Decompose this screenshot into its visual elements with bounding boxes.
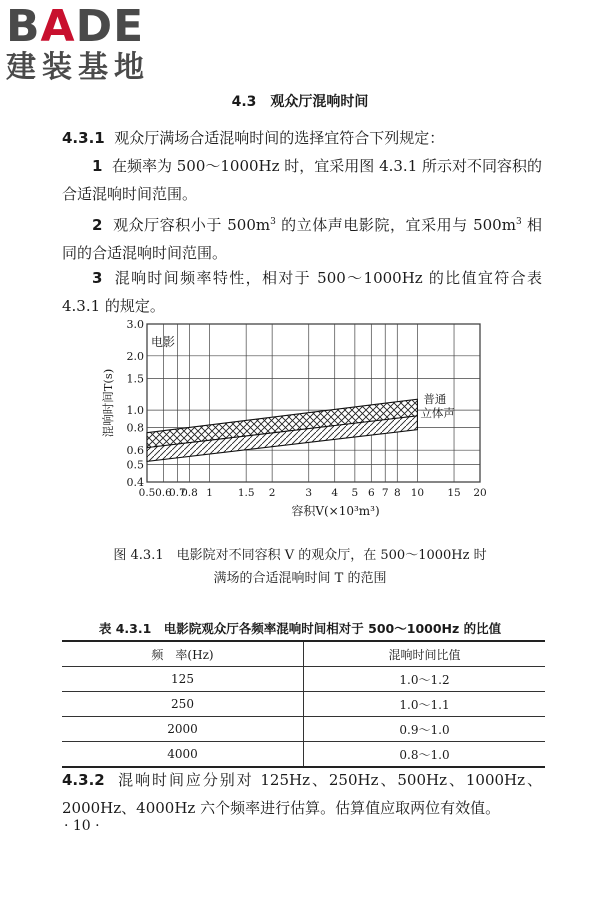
series-label-ordinary: 普通 — [423, 392, 447, 407]
logo-subtitle: 建装基地 — [6, 50, 150, 85]
x-tick-label: 0.8 — [181, 487, 198, 499]
section-title: 4.3 观众厅混响时间 — [231, 94, 369, 110]
clause-number: 4.3.2 — [62, 771, 105, 789]
ratio-table — [62, 640, 545, 768]
table-row: 2000 0.9～1.0 — [62, 717, 545, 742]
x-tick-label: 0.6 — [155, 487, 172, 499]
y-axis-title: 混响时间T(s) — [101, 368, 115, 438]
y-tick-label: 1.5 — [126, 372, 144, 386]
x-tick-label: 0.5 — [138, 487, 156, 499]
x-tick-label: 1 — [206, 487, 213, 499]
x-tick-label: 8 — [393, 487, 401, 499]
x-tick-label: 3 — [305, 487, 313, 499]
page-number: · 10 · — [64, 818, 100, 834]
clause-item-1: 1 在频率为 500～1000Hz 时，宜采用图 4.3.1 所示对不同容积的合适混响时间范围。 — [62, 157, 543, 203]
series-label-stereo: 立体声 — [420, 405, 455, 420]
x-tick-label: 7 — [381, 487, 389, 499]
x-tick-label: 5 — [351, 487, 359, 499]
clause-4-3-2 — [62, 766, 542, 822]
y-tick-label: 0.8 — [126, 421, 144, 435]
clause-number: 4.3.1 — [62, 129, 105, 147]
x-tick-label: 15 — [447, 487, 461, 499]
y-tick-label: 0.5 — [126, 458, 144, 472]
y-tick-label: 2.0 — [126, 349, 144, 363]
x-tick-label: 20 — [473, 487, 487, 499]
clause-item-3: 3 混响时间频率特性，相对于 500～1000Hz 的比值宜符合表 4.3.1 的规定。 — [62, 269, 542, 315]
y-tick-label: 1.0 — [126, 404, 144, 418]
x-axis-title: 容积V(×10³m³) — [291, 504, 380, 518]
x-tick-label: 6 — [367, 487, 375, 499]
clause-4-3-1 — [62, 124, 542, 152]
x-tick-label: 0.7 — [169, 487, 186, 499]
y-tick-label: 0.6 — [126, 444, 144, 458]
brand-logo — [6, 1, 186, 86]
figure-caption-line-1: 图 4.3.1 电影院对不同容积 V 的观众厅，在 500～1000Hz 时 — [113, 548, 487, 563]
chart-corner-label: 电影 — [151, 335, 176, 349]
table-title: 表 4.3.1 电影院观众厅各频率混响时间相对于 500～1000Hz 的比值 — [98, 621, 502, 636]
column-header-frequency: 频 率(Hz) — [62, 641, 304, 667]
column-header-ratio: 混响时间比值 — [304, 641, 546, 667]
clause-text: 观众厅满场合适混响时间的选择宜符合下列规定： — [114, 129, 445, 147]
table-row: 250 1.0～1.1 — [62, 692, 545, 717]
table-header-row — [62, 641, 545, 667]
table-row: 4000 0.8～1.0 — [62, 742, 545, 768]
table-row: 125 1.0～1.2 — [62, 667, 545, 692]
x-tick-label: 1.5 — [237, 487, 255, 499]
logo-wordmark: BADE — [6, 1, 145, 52]
x-tick-label: 2 — [268, 487, 276, 499]
y-tick-label: 3.0 — [126, 318, 144, 331]
x-tick-label: 4 — [331, 487, 339, 499]
reverberation-chart — [100, 312, 500, 524]
figure-caption-line-2: 满场的合适混响时间 T 的范围 — [213, 571, 387, 586]
x-tick-label: 10 — [410, 487, 425, 499]
y-tick-label: 0.4 — [126, 476, 144, 489]
clause-text: 混响时间应分别对 125Hz、250Hz、500Hz、1000Hz、2000Hz、4000Hz 六个频率进行估算。估算值应取两位有效值。 — [62, 771, 542, 817]
clause-item-2: 2 观众厅容积小于 $500m^3$ 的立体声电影院，宜采用与 $500m^3$ 相同的合适混响时间范围。 — [62, 216, 542, 262]
